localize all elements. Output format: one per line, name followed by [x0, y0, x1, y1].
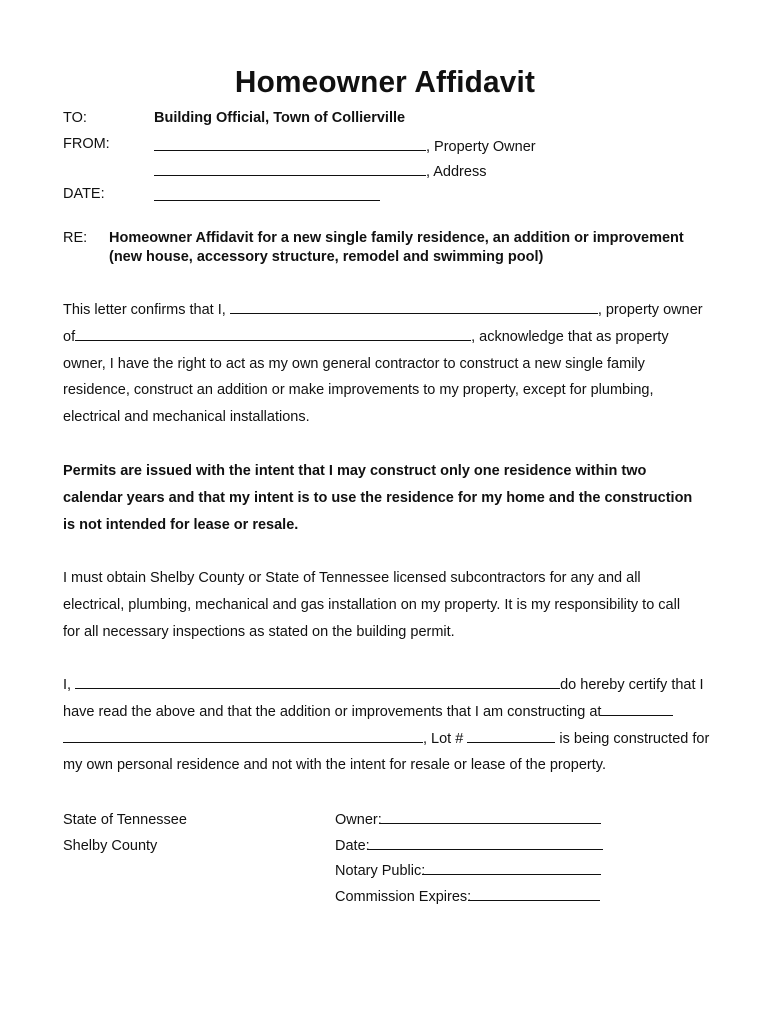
document-title: Homeowner Affidavit	[234, 64, 536, 99]
of-prefix: of	[63, 328, 76, 345]
confirm-line-4: residence, construct an addition or make improvements to my property, except for plumbing,	[63, 382, 654, 399]
commission-label: Commission Expires:	[335, 888, 472, 905]
re-line-2: (new house, accessory structure, remodel and swimming pool)	[109, 249, 544, 265]
certifier-name-blank[interactable]	[75, 674, 560, 689]
certify-line-2: have read the above and that the addition or improvements that I am constructing at	[63, 703, 602, 720]
date-line	[154, 186, 380, 205]
owner-label: Owner:	[335, 812, 382, 828]
county-text: Shelby County	[63, 837, 158, 854]
permits-line-1: Permits are issued with the intent that I may construct only one residence within two	[63, 463, 647, 479]
notary-block	[335, 808, 603, 910]
constructed-text: is being constructed for	[559, 730, 710, 747]
property-owner-suffix: , Property Owner	[426, 139, 536, 155]
lot-label: , Lot #	[423, 730, 464, 747]
confirm-prefix: This letter confirms that I,	[63, 302, 226, 318]
address-suffix: , Address	[426, 164, 487, 180]
owner-name-blank[interactable]	[230, 299, 598, 314]
subcontractors-line-3: for all necessary inspections as stated on the building permit.	[63, 623, 455, 640]
sign-date-label: Date:	[335, 837, 370, 854]
paragraph-subcontractors	[63, 565, 731, 645]
commission-blank[interactable]	[468, 886, 600, 901]
to-value: Building Official, Town of Collierville	[154, 110, 406, 126]
certify-i-prefix: I,	[63, 677, 72, 693]
re-label: RE:	[63, 230, 88, 246]
state-text: State of Tennessee	[63, 812, 187, 828]
subcontractors-line-1: I must obtain Shelby County or State of Tennessee licensed subcontractors for any and all	[63, 570, 641, 586]
property-owner-blank[interactable]	[154, 136, 426, 151]
construction-site-blank-1[interactable]	[601, 701, 673, 716]
permits-line-2: calendar years and that my intent is to use the residence for my home and the construction	[63, 489, 693, 506]
permits-line-3: is not intended for lease or resale.	[63, 516, 299, 533]
paragraph-certification	[63, 672, 731, 779]
confirm-line-3: owner, I have the right to act as my own general contractor to construct a new single family	[63, 355, 645, 372]
certify-text: do hereby certify that I	[560, 677, 704, 693]
date-label: DATE:	[63, 186, 105, 202]
notary-blank[interactable]	[422, 860, 601, 875]
address-blank[interactable]	[154, 161, 426, 176]
date-blank[interactable]	[154, 186, 380, 201]
confirm-suffix-1: , property owner	[597, 302, 703, 318]
jurisdiction-block	[63, 808, 187, 859]
confirm-suffix-2: , acknowledge that as property	[471, 328, 669, 345]
subcontractors-line-2: electrical, plumbing, mechanical and gas installation on my property. It is my responsibility to call	[63, 596, 681, 613]
property-owner-line	[154, 136, 536, 155]
lot-number-blank[interactable]	[467, 728, 555, 743]
owner-signature-blank[interactable]	[379, 809, 601, 824]
paragraph-permits	[63, 458, 731, 538]
notary-label: Notary Public:	[335, 863, 426, 879]
construction-site-blank-2[interactable]	[63, 728, 423, 743]
re-line-1: Homeowner Affidavit for a new single family residence, an addition or improvement	[109, 230, 684, 246]
from-label: FROM:	[63, 136, 110, 152]
paragraph-confirmation	[63, 297, 731, 431]
sign-date-blank[interactable]	[367, 835, 603, 850]
certify-line-4: my own personal residence and not with the intent for resale or lease of the property.	[63, 757, 606, 774]
property-address-blank[interactable]	[75, 326, 471, 341]
to-label: TO:	[63, 110, 87, 126]
address-line	[154, 161, 486, 180]
confirm-line-5: electrical and mechanical installations.	[63, 409, 310, 426]
